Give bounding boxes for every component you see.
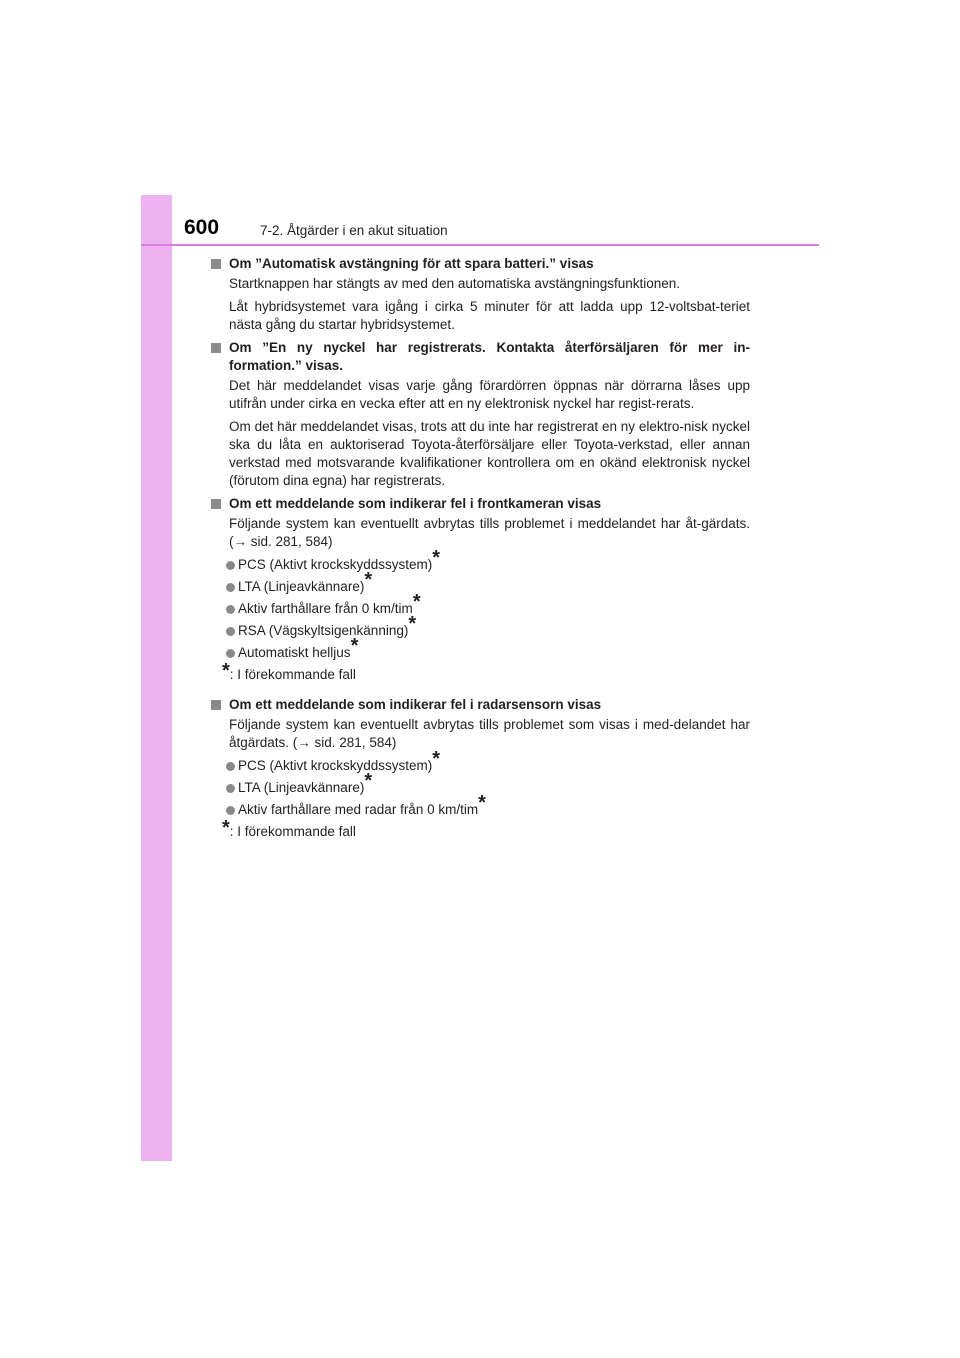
square-bullet-icon [211, 499, 221, 509]
circle-bullet-icon [226, 627, 235, 636]
footnote-star: * [408, 613, 417, 635]
footnote-star: * [222, 817, 230, 839]
paragraph: Startknappen har stängts av med den automatiska avstängningsfunktionen. [229, 276, 681, 291]
square-bullet-icon [211, 259, 221, 269]
footnote-star: * [350, 635, 359, 657]
list-item: Aktiv farthållare med radar från 0 km/tim* [208, 801, 750, 819]
header-rule [141, 244, 819, 246]
square-bullet-icon [211, 343, 221, 353]
section-heading: Om ”En ny nyckel har registrerats. Kontakta återförsäljaren för mer in-formation.” visas. [208, 339, 750, 375]
footnote-star: * [478, 792, 486, 814]
section-title: 7-2. Åtgärder i en akut situation [260, 223, 448, 238]
list-item: Automatiskt helljus* [208, 644, 750, 662]
list-item: LTA (Linjeavkännare)* [208, 578, 750, 596]
footnote-star: * [364, 770, 373, 792]
paragraph: Följande system kan eventuellt avbrytas tills problemet i meddelandet har åt-gärdats. (→ sid. 281, 584) [229, 516, 750, 549]
footnote-star: * [412, 591, 421, 613]
circle-bullet-icon [226, 806, 235, 815]
footnote-star: * [432, 748, 441, 770]
circle-bullet-icon [226, 583, 235, 592]
section-heading: Om ett meddelande som indikerar fel i frontkameran visas [208, 495, 750, 513]
circle-bullet-icon [226, 605, 235, 614]
footnote-star: * [222, 660, 230, 682]
page-number: 600 [184, 216, 220, 239]
footnote: *: I förekommande fall [222, 660, 356, 682]
footnote-star: * [364, 569, 373, 591]
side-color-band [141, 195, 172, 1161]
circle-bullet-icon [226, 762, 235, 771]
list-item: LTA (Linjeavkännare)* [208, 779, 750, 797]
circle-bullet-icon [226, 649, 235, 658]
section-heading: Om ett meddelande som indikerar fel i radarsensorn visas [208, 696, 750, 714]
paragraph: Låt hybridsystemet vara igång i cirka 5 minuter för att ladda upp 12-voltsbat-teriet nästa gång du startar hybridsystemet. [229, 299, 750, 332]
circle-bullet-icon [226, 561, 235, 570]
list-item: PCS (Aktivt krockskyddssystem)* [208, 757, 750, 775]
paragraph: Följande system kan eventuellt avbrytas tills problemet som visas i med-delandet har åtgärdats. (→ sid. 281, 584) [229, 717, 750, 750]
list-item: PCS (Aktivt krockskyddssystem)* [208, 556, 750, 574]
paragraph: Om det här meddelandet visas, trots att du inte har registrerat en ny elektro-nisk nyckel ska du låta en auktoriserad Toyota-återförsäljare eller Toyota-verkstad, eller annan verkstad med motsvarande kvalifikationer kontrollera om en okänd elektronisk nyckel (förutom dina egna) har registrerats. [229, 419, 750, 488]
section-heading: Om ”Automatisk avstängning för att spara batteri.” visas [208, 255, 750, 273]
paragraph: Det här meddelandet visas varje gång förardörren öppnas när dörrarna låses upp utifrån under cirka en vecka efter att en ny elektronisk nyckel har regist-rerats. [229, 378, 750, 411]
square-bullet-icon [211, 700, 221, 710]
page-content [208, 255, 750, 853]
footnote: *: I förekommande fall [222, 817, 356, 839]
footnote-star: * [432, 547, 441, 569]
list-item: RSA (Vägskyltsigenkänning)* [208, 622, 750, 640]
list-item: Aktiv farthållare från 0 km/tim* [208, 600, 750, 618]
circle-bullet-icon [226, 784, 235, 793]
